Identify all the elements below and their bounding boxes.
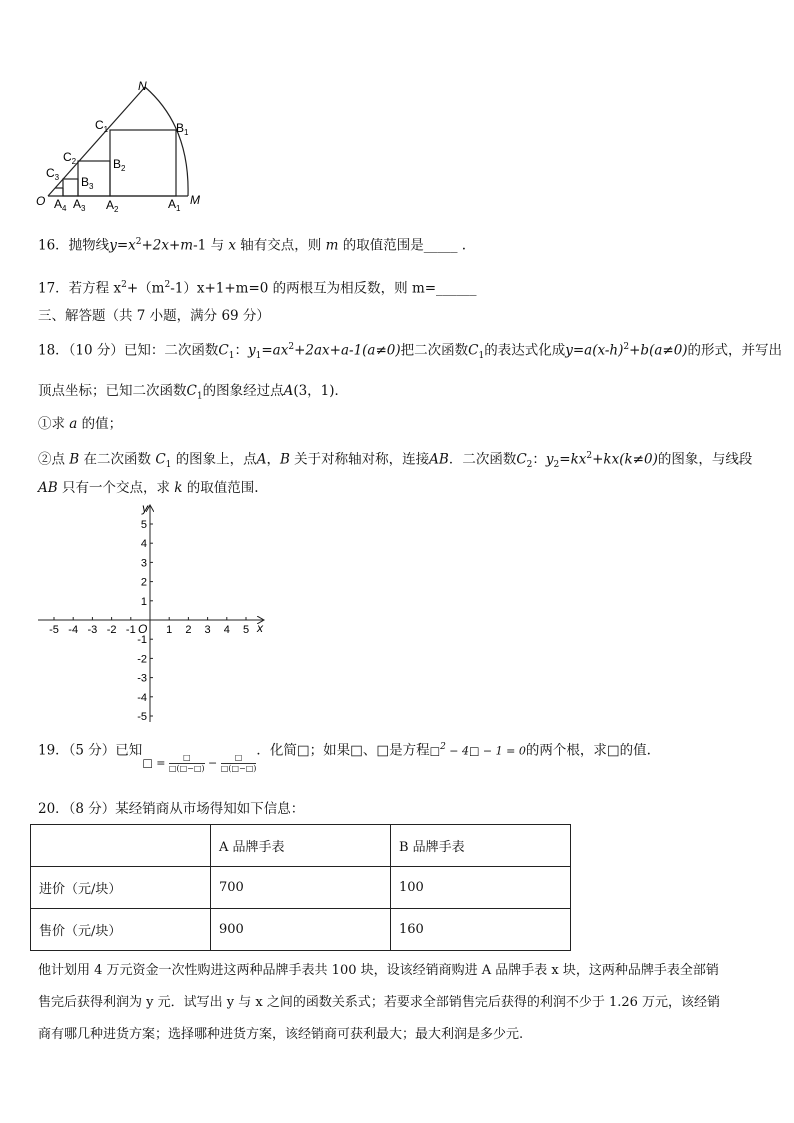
label-b1: $B_1$ [176,121,189,137]
label-a3: $A_3$ [73,197,86,213]
label-c1: $C_1$ [95,118,109,134]
arc-nm [145,87,188,196]
question-19: 19．（5 分）已知□ = $\frac{□}{□(□-□)}$ − $\frac{□}{□(□-□)}$ ．化简□；如果□、□是方程□$^2$ − 4□ − 1 = 0的两个根，求□的值. [38,742,651,773]
label-n: N [138,79,147,93]
label-b3: $B_3$ [81,175,94,191]
coordinate-axes [30,500,270,730]
fraction-1: $\frac{□}{□(□-□)}$ [168,753,205,773]
table-cell: 160 [391,909,571,951]
geometry-figure [30,76,210,216]
y-tick-label: 4 [140,538,147,551]
x-tick-label: -2 [106,624,117,636]
y-tick-label: 3 [140,557,147,570]
x-tick-label: 3 [204,624,211,636]
label-m: M [190,193,200,207]
label-o: O [36,194,46,208]
fraction-expression: □ = $\frac{□}{□(□-□)}$ − $\frac{□}{□(□-□)}$ [142,753,257,773]
table-header-cell: B 品牌手表 [391,825,571,867]
y-tick-label: 1 [140,595,147,608]
y-tick-label: -5 [137,711,147,723]
table-row [31,867,571,909]
label-c3: $C_3$ [46,166,60,182]
square-3 [63,179,78,196]
question-20-paragraph-1: 他计划用 4 万元资金一次性购进这两种品牌手表共 100 块，设该经销商购进 A 品牌手表 x 块，这两种品牌手表全部销 [38,963,719,978]
x-tick-label: -1 [125,624,136,636]
label-a1: $A_1$ [168,197,181,213]
question-18-line-1: 18．（10 分）已知：二次函数$C_1$：$y_1=ax^2+2ax+a-1(a\ne 0)$把二次函数$C_1$的表达式化成$y=a(x-h)^2+b(a\ne 0)$的形式，并写出 [38,342,783,362]
y-tick-label: 2 [140,576,147,589]
question-18-part-2-cont: AB 只有一个交点，求 k 的取值范围. [38,480,259,496]
table-cell: 100 [391,867,571,909]
x-tick-label: -5 [49,624,59,636]
label-a4: $A_4$ [54,197,67,213]
question-18-part-1: ①求 a 的值； [38,416,123,432]
x-tick-label: 4 [223,624,230,636]
table-cell: 700 [211,867,391,909]
price-table [30,824,571,951]
x-tick-label: 5 [242,624,250,636]
table-header-cell: A 品牌手表 [211,825,391,867]
question-18-part-2: ②点 B 在二次函数 $C_1$ 的图象上，点A，B 关于对称轴对称，连接AB．二次函数$C_2$：$y_2=kx^2+kx(k\ne 0)$的图象，与线段 [38,451,753,471]
x-tick-label: 1 [166,624,173,636]
question-20-paragraph-3: 商有哪几种进货方案；选择哪种进货方案，该经销商可获利最大；最大利润是多少元. [38,1027,524,1042]
x-axis-label: x [257,621,263,635]
y-tick-label: -1 [137,634,147,647]
origin-label: O [138,622,148,636]
y-tick-label: -3 [137,672,147,685]
label-b2: $B_2$ [113,157,126,173]
table-row [31,909,571,951]
x-tick-label: -3 [87,624,98,636]
y-axis-label: y [142,501,148,515]
table-cell: 进价（元/块） [31,867,211,909]
table-cell: 售价（元/块） [31,909,211,951]
x-tick-label: -4 [68,624,79,636]
fraction-2: $\frac{□}{□(□-□)}$ [220,753,257,773]
table-cell: 900 [211,909,391,951]
x-tick-label: 2 [185,624,192,636]
question-20-paragraph-2: 售完后获得利润为 y 元．试写出 y 与 x 之间的函数关系式；若要求全部销售完后获得的利润不少于 1.26 万元，该经销 [38,995,721,1010]
table-header-cell [31,825,211,867]
question-20-title: 20．（8 分）某经销商从市场得知如下信息： [38,801,305,817]
label-a2: $A_2$ [106,198,119,214]
label-c2: $C_2$ [63,150,77,166]
y-tick-label: 5 [140,519,147,531]
question-17: 17．若方程 $x^2+(m^2-1)x+1+m=0$ 的两根互为相反数，则 m=______ [38,280,477,297]
table-header-row [31,825,571,867]
question-18-line-2: 顶点坐标；已知二次函数$C_1$的图象经过点A(3，1)． [38,383,349,402]
y-tick-label: -2 [137,653,147,666]
question-16: 16．抛物线$y=x^2+2x+m-1$ 与 x 轴有交点，则 m 的取值范围是_____ . [38,237,467,254]
y-tick-label: -4 [137,691,147,704]
section-heading: 三、解答题（共 7 小题，满分 69 分） [38,308,270,324]
